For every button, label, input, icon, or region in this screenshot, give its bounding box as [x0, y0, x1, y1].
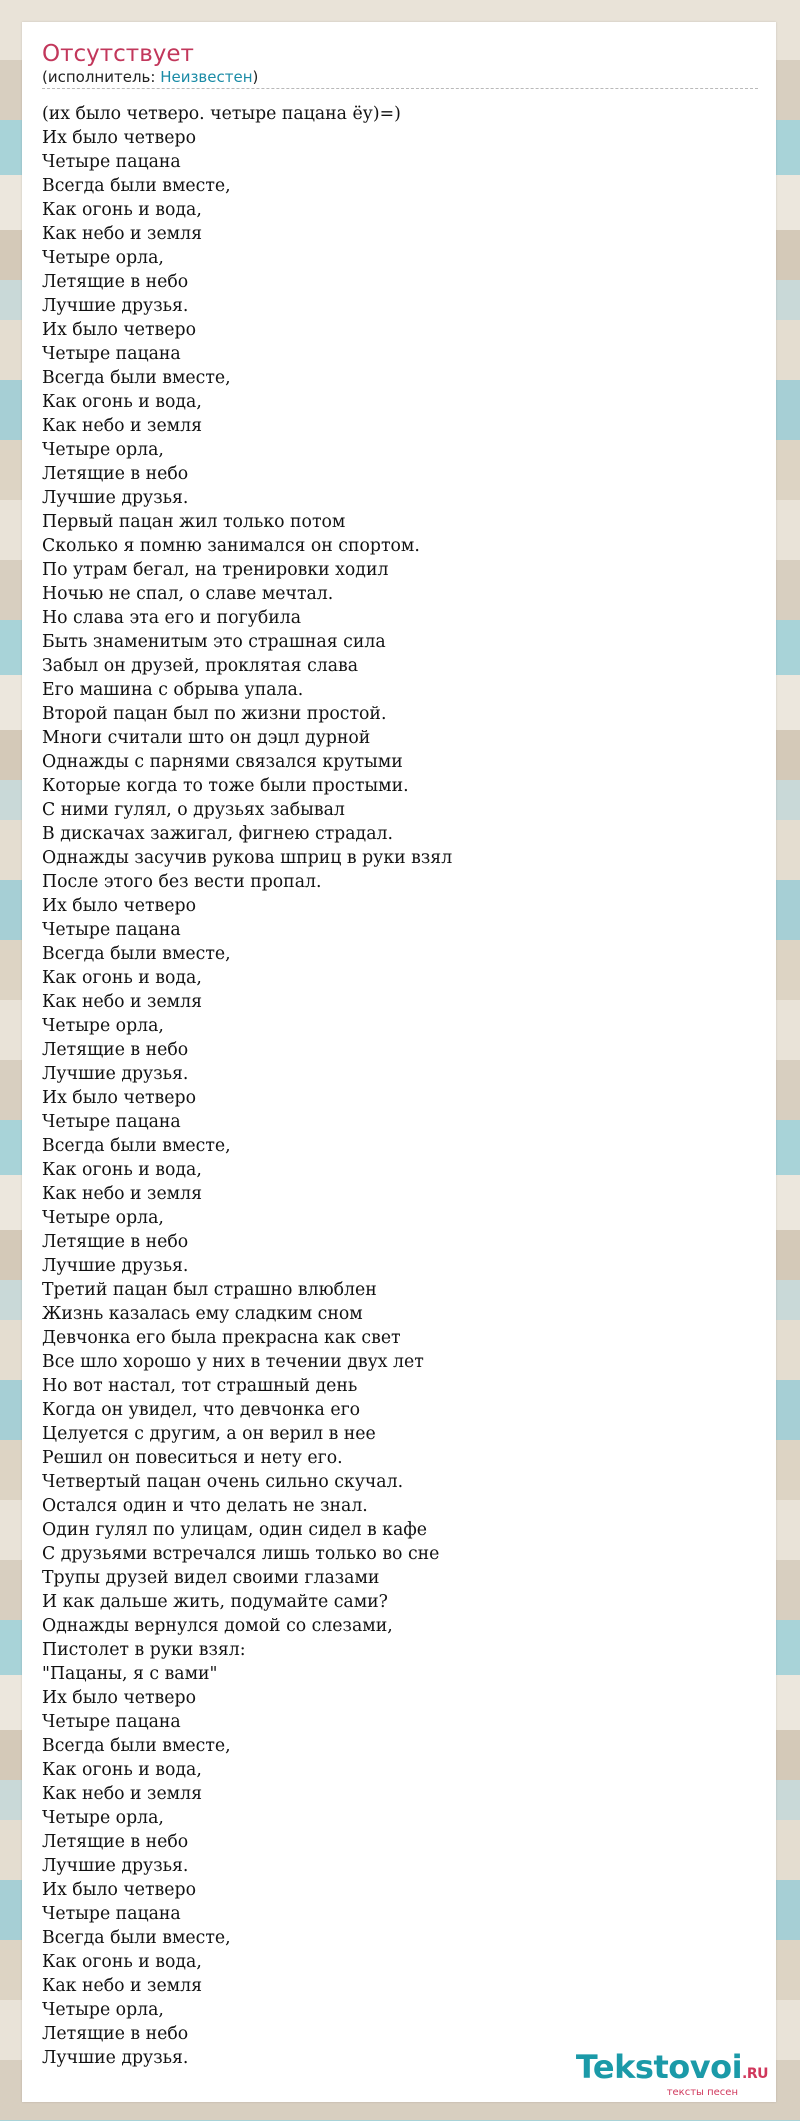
- lyric-line: Лучшие друзья.: [42, 1856, 189, 1876]
- logo-tagline: тексты песен: [666, 2087, 738, 2098]
- lyric-line: Которые когда то тоже были простыми.: [42, 776, 409, 796]
- lyric-line: Однажды засучив рукова шприц в руки взял: [42, 848, 453, 868]
- lyric-line: "Пацаны, я с вами": [42, 1664, 218, 1684]
- lyric-line: Как огонь и вода,: [42, 1160, 202, 1180]
- lyric-line: Один гулял по улицам, один сидел в кафе: [42, 1520, 428, 1540]
- lyric-line: Четыре пацана: [42, 344, 181, 364]
- lyric-line: Четыре пацана: [42, 920, 181, 940]
- lyric-line: Третий пацан был страшно влюблен: [42, 1280, 377, 1300]
- lyric-line: Как небо и земля: [42, 1784, 203, 1804]
- lyric-line: Лучшие друзья.: [42, 1064, 189, 1084]
- lyric-line: (их было четверо. четыре пацана ёу)=): [42, 104, 401, 124]
- lyric-line: Летящие в небо: [42, 464, 189, 484]
- logo-name: Tekstovoi: [575, 2048, 743, 2086]
- song-title: Отсутствует: [42, 41, 194, 67]
- song-header: [42, 40, 758, 89]
- lyric-line: Как огонь и вода,: [42, 1952, 202, 1972]
- lyric-line: Девчонка его была прекрасна как свет: [42, 1328, 401, 1348]
- lyric-line: Их было четверо: [42, 1880, 196, 1900]
- lyric-line: Всегда были вместе,: [42, 944, 231, 964]
- lyric-line: Их было четверо: [42, 128, 196, 148]
- lyric-line: Всегда были вместе,: [42, 1136, 231, 1156]
- lyric-line: Как небо и земля: [42, 224, 203, 244]
- lyric-line: Как небо и земля: [42, 1976, 203, 1996]
- lyric-line: Их было четверо: [42, 320, 196, 340]
- artist-line: [42, 68, 758, 89]
- lyric-line: Лучшие друзья.: [42, 2048, 189, 2068]
- lyric-line: Однажды вернулся домой со слезами,: [42, 1616, 393, 1636]
- lyric-line: По утрам бегал, на тренировки ходил: [42, 560, 389, 580]
- lyric-line: Четыре пацана: [42, 1112, 181, 1132]
- lyric-line: Четвертый пацан очень сильно скучал.: [42, 1472, 404, 1492]
- lyric-line: Пистолет в руки взял:: [42, 1640, 246, 1660]
- lyric-line: Четыре орла,: [42, 440, 164, 460]
- lyrics-panel: [22, 22, 776, 2102]
- lyric-line: С друзьями встречался лишь только во сне: [42, 1544, 440, 1564]
- lyric-line: Когда он увидел, что девчонка его: [42, 1400, 361, 1420]
- lyric-line: Всегда были вместе,: [42, 1928, 231, 1948]
- artist-prefix: (исполнитель:: [42, 68, 161, 86]
- lyric-line: Лучшие друзья.: [42, 488, 189, 508]
- lyric-line: В дискачах зажигал, фигнею страдал.: [42, 824, 393, 844]
- lyric-line: Четыре орла,: [42, 2000, 164, 2020]
- lyric-line: Жизнь казалась ему сладким сном: [42, 1304, 363, 1324]
- lyric-line: Их было четверо: [42, 1088, 196, 1108]
- lyric-line: Четыре пацана: [42, 1904, 181, 1924]
- lyric-line: Четыре орла,: [42, 1016, 164, 1036]
- lyrics-text: [42, 102, 758, 2070]
- lyric-line: Летящие в небо: [42, 1232, 189, 1252]
- lyric-line: После этого без вести пропал.: [42, 872, 322, 892]
- lyric-line: Решил он повеситься и нету его.: [42, 1448, 343, 1468]
- lyric-line: Летящие в небо: [42, 1832, 189, 1852]
- lyric-line: Как огонь и вода,: [42, 200, 202, 220]
- lyric-line: Их было четверо: [42, 1688, 196, 1708]
- lyric-line: Четыре орла,: [42, 1808, 164, 1828]
- lyric-line: Четыре пацана: [42, 1712, 181, 1732]
- lyric-line: Сколько я помню занимался он спортом.: [42, 536, 420, 556]
- lyric-line: Как небо и земля: [42, 1184, 203, 1204]
- lyric-line: Летящие в небо: [42, 1040, 189, 1060]
- lyric-line: Но слава эта его и погубила: [42, 608, 302, 628]
- lyric-line: Все шло хорошо у них в течении двух лет: [42, 1352, 424, 1372]
- lyric-line: Первый пацан жил только потом: [42, 512, 346, 532]
- artist-link[interactable]: Неизвестен: [160, 68, 253, 86]
- lyric-line: Четыре орла,: [42, 248, 164, 268]
- lyric-line: Остался один и что делать не знал.: [42, 1496, 368, 1516]
- lyric-line: С ними гулял, о друзьях забывал: [42, 800, 345, 820]
- lyric-line: И как дальше жить, подумайте сами?: [42, 1592, 388, 1612]
- lyric-line: Второй пацан был по жизни простой.: [42, 704, 387, 724]
- lyric-line: Однажды с парнями связался крутыми: [42, 752, 403, 772]
- lyric-line: Быть знаменитым это страшная сила: [42, 632, 386, 652]
- lyric-line: Всегда были вместе,: [42, 176, 231, 196]
- site-logo[interactable]: [576, 2050, 768, 2098]
- lyric-line: Как огонь и вода,: [42, 1760, 202, 1780]
- lyric-line: Но вот настал, тот страшный день: [42, 1376, 358, 1396]
- lyric-line: Летящие в небо: [42, 272, 189, 292]
- lyric-line: Как небо и земля: [42, 416, 203, 436]
- lyric-line: Четыре орла,: [42, 1208, 164, 1228]
- lyric-line: Многи считали што он дэцл дурной: [42, 728, 371, 748]
- lyric-line: Как огонь и вода,: [42, 392, 202, 412]
- lyric-line: Забыл он друзей, проклятая слава: [42, 656, 359, 676]
- lyric-line: Всегда были вместе,: [42, 1736, 231, 1756]
- lyric-line: Лучшие друзья.: [42, 296, 189, 316]
- lyric-line: Трупы друзей видел своими глазами: [42, 1568, 380, 1588]
- lyric-line: Всегда были вместе,: [42, 368, 231, 388]
- lyric-line: Как огонь и вода,: [42, 968, 202, 988]
- lyric-line: Летящие в небо: [42, 2024, 189, 2044]
- lyric-line: Их было четверо: [42, 896, 196, 916]
- lyric-line: Четыре пацана: [42, 152, 181, 172]
- lyric-line: Лучшие друзья.: [42, 1256, 189, 1276]
- lyric-line: Как небо и земля: [42, 992, 203, 1012]
- logo-wordmark: [576, 2050, 768, 2091]
- lyric-line: Ночью не спал, о славе мечтал.: [42, 584, 334, 604]
- lyric-line: Целуется с другим, а он верил в нее: [42, 1424, 376, 1444]
- logo-tld: .RU: [742, 2066, 768, 2082]
- lyric-line: Его машина с обрыва упала.: [42, 680, 304, 700]
- artist-suffix: ): [252, 68, 259, 86]
